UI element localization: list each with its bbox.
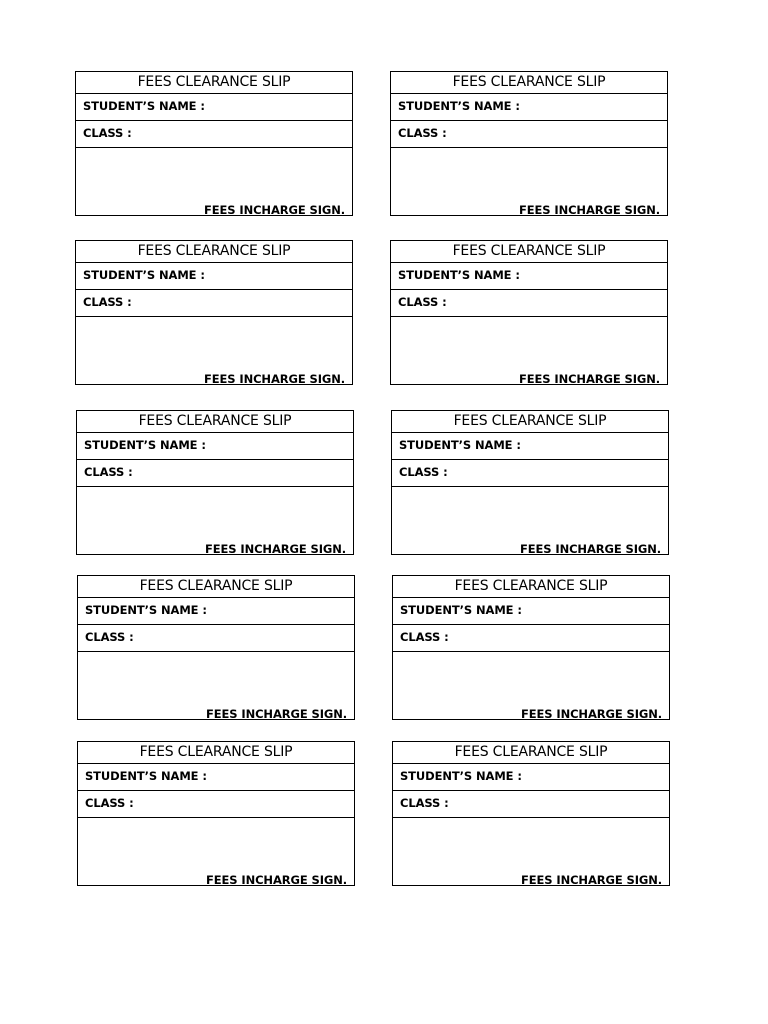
fees-clearance-slip <box>392 741 670 886</box>
student-name-field: STUDENT’S NAME : <box>391 263 667 290</box>
signature-area <box>76 148 352 218</box>
slip-title: FEES CLEARANCE SLIP <box>76 72 352 94</box>
class-field: CLASS : <box>77 460 353 487</box>
fees-incharge-sign-label: FEES INCHARGE SIGN. <box>204 203 345 217</box>
class-field: CLASS : <box>392 460 668 487</box>
student-name-field: STUDENT’S NAME : <box>78 598 354 625</box>
signature-area <box>392 487 668 557</box>
fees-clearance-slip <box>77 575 355 720</box>
fees-clearance-slip <box>390 240 668 385</box>
fees-clearance-slip <box>75 71 353 216</box>
student-name-field: STUDENT’S NAME : <box>78 764 354 791</box>
fees-clearance-slip <box>76 410 354 555</box>
signature-area <box>76 317 352 387</box>
fees-clearance-slip <box>391 410 669 555</box>
fees-incharge-sign-label: FEES INCHARGE SIGN. <box>205 542 346 556</box>
slip-title: FEES CLEARANCE SLIP <box>393 576 669 598</box>
class-field: CLASS : <box>78 625 354 652</box>
fees-clearance-slip <box>392 575 670 720</box>
signature-area <box>391 317 667 387</box>
signature-area <box>78 818 354 888</box>
student-name-field: STUDENT’S NAME : <box>77 433 353 460</box>
slip-title: FEES CLEARANCE SLIP <box>391 72 667 94</box>
signature-area <box>78 652 354 722</box>
student-name-field: STUDENT’S NAME : <box>393 598 669 625</box>
signature-area <box>393 652 669 722</box>
fees-clearance-slip <box>390 71 668 216</box>
slip-title: FEES CLEARANCE SLIP <box>393 742 669 764</box>
fees-incharge-sign-label: FEES INCHARGE SIGN. <box>206 707 347 721</box>
slip-title: FEES CLEARANCE SLIP <box>77 411 353 433</box>
student-name-field: STUDENT’S NAME : <box>392 433 668 460</box>
class-field: CLASS : <box>76 121 352 148</box>
slip-title: FEES CLEARANCE SLIP <box>392 411 668 433</box>
slip-title: FEES CLEARANCE SLIP <box>78 742 354 764</box>
student-name-field: STUDENT’S NAME : <box>76 263 352 290</box>
slip-title: FEES CLEARANCE SLIP <box>76 241 352 263</box>
fees-incharge-sign-label: FEES INCHARGE SIGN. <box>521 873 662 887</box>
class-field: CLASS : <box>391 121 667 148</box>
fees-incharge-sign-label: FEES INCHARGE SIGN. <box>520 542 661 556</box>
signature-area <box>391 148 667 218</box>
fees-clearance-slip <box>75 240 353 385</box>
fees-incharge-sign-label: FEES INCHARGE SIGN. <box>519 203 660 217</box>
class-field: CLASS : <box>76 290 352 317</box>
class-field: CLASS : <box>391 290 667 317</box>
signature-area <box>393 818 669 888</box>
student-name-field: STUDENT’S NAME : <box>393 764 669 791</box>
slip-title: FEES CLEARANCE SLIP <box>391 241 667 263</box>
student-name-field: STUDENT’S NAME : <box>76 94 352 121</box>
fees-incharge-sign-label: FEES INCHARGE SIGN. <box>206 873 347 887</box>
fees-incharge-sign-label: FEES INCHARGE SIGN. <box>519 372 660 386</box>
class-field: CLASS : <box>393 625 669 652</box>
fees-incharge-sign-label: FEES INCHARGE SIGN. <box>204 372 345 386</box>
student-name-field: STUDENT’S NAME : <box>391 94 667 121</box>
class-field: CLASS : <box>393 791 669 818</box>
fees-incharge-sign-label: FEES INCHARGE SIGN. <box>521 707 662 721</box>
signature-area <box>77 487 353 557</box>
slip-title: FEES CLEARANCE SLIP <box>78 576 354 598</box>
class-field: CLASS : <box>78 791 354 818</box>
fees-clearance-slip <box>77 741 355 886</box>
